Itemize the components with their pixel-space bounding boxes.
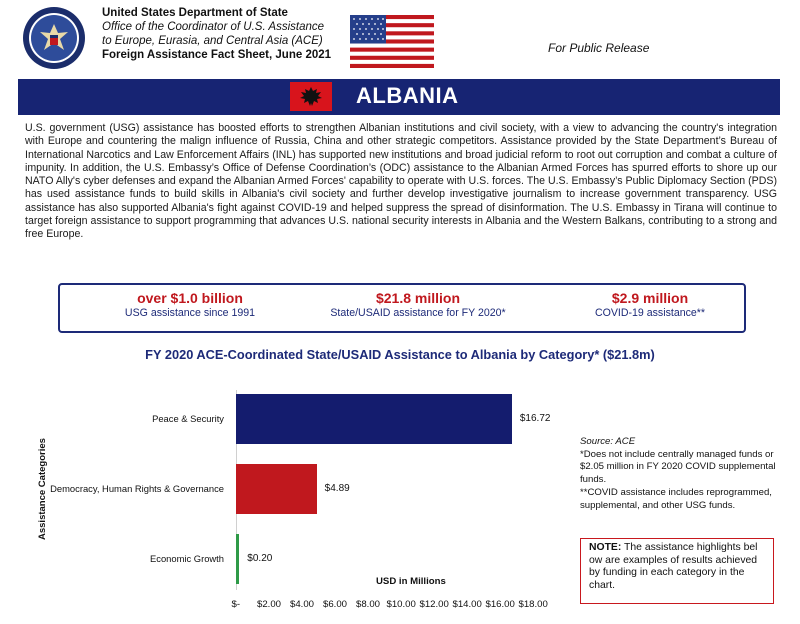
stat-value: over $1.0 billion (137, 290, 243, 306)
x-tick-label: $12.00 (419, 599, 449, 610)
footnote-2: **COVID assistance includes reprogrammed, supplemental, and other USG funds. (580, 486, 772, 511)
x-tick-label: $4.00 (290, 599, 315, 610)
x-tick-label: $6.00 (323, 599, 348, 610)
fact-sheet-title: Foreign Assistance Fact Sheet, June 2021 (102, 49, 332, 61)
bar (236, 464, 317, 514)
note-label: NOTE: (589, 542, 622, 553)
category-label: Economic Growth (150, 553, 224, 564)
office-line-2: to Europe, Eurasia, and Central Asia (ACE) (102, 35, 323, 47)
note-text: The assistance highlights bel ow are examples of results achieved by funding in each category in the chart. (589, 542, 758, 591)
category-label: Peace & Security (152, 413, 224, 424)
bar-value-label: $16.72 (519, 413, 551, 424)
note-box (580, 538, 774, 604)
bar (236, 534, 239, 584)
stat-total (100, 289, 280, 320)
us-flag-icon (350, 15, 434, 68)
chart-title: FY 2020 ACE-Coordinated State/USAID Assistance to Albania by Category* ($21.8m) (145, 347, 655, 362)
y-axis-title: Assistance Categories (37, 438, 48, 540)
albania-flag-icon (290, 82, 332, 111)
stat-value: $2.9 million (611, 290, 689, 306)
x-tick-label: $14.00 (452, 599, 482, 610)
stat-label: COVID-19 assistance** (594, 307, 706, 319)
bar (236, 394, 512, 444)
country-title: ALBANIA (356, 83, 459, 108)
x-tick-label: $2.00 (257, 599, 282, 610)
bar-value-label: $0.20 (247, 553, 273, 564)
department-of-state-seal (22, 6, 86, 70)
key-stats-box (58, 283, 746, 333)
summary-paragraph: U.S. government (USG) assistance has boosted efforts to strengthen Albanian institutions and civil society, with a view to advancing the country's integration with Europe and countering the malign influence of Russia, China and other strategic competitors. Assistance provided by the State Department’s Bureau of International Narcotics and Law Enforcement Affairs (INL) has supported new institutions and broad judicial reform to root out corruption and combat a culture of impunity. In addition, the U.S. Embassy’s Office of Defense Coordination’s (ODC) assistance to the Albanian Armed Forces has spurred efforts to shore up our NATO Ally's cyber defenses and expand the Albanian Armed Forces' capability to operate with U.S. forces. The U.S. Embassy’s Public Diplomacy Section (PDS) has used assistance funds to build skills in Albania's civil society and further develop investigative journalism to increase government transparency. USG assistance has also supported Albania's fight against COVID-19 and helped suppress the spread of disinformation. The U.S. Embassy in Tirana will continue to target foreign assistance to support programming that advances U.S. national security interests in Albania and the Western Balkans, contributing to a strong and free Europe. (25, 122, 777, 241)
department-name: United States Department of State (102, 7, 288, 19)
stat-label: State/USAID assistance for FY 2020* (330, 307, 506, 319)
stat-value: $21.8 million (375, 290, 461, 306)
stat-covid (560, 289, 740, 320)
x-tick-label: $16.00 (485, 599, 515, 610)
bar-value-label: $4.89 (324, 483, 350, 494)
chart-notes (580, 436, 800, 512)
header-text (102, 6, 331, 62)
source-note: Source: ACE (580, 436, 636, 447)
x-tick-label: $8.00 (356, 599, 381, 610)
x-axis-title: USD in Millions (376, 576, 446, 587)
footnote-1: *Does not include centrally managed funds or $2.05 million in FY 2020 COVID supplemental funds. (580, 448, 776, 486)
x-tick-label: $10.00 (386, 599, 416, 610)
stat-fy2020 (308, 289, 528, 320)
category-label: Democracy, Human Rights & Governance (50, 483, 224, 494)
office-line-1: Office of the Coordinator of U.S. Assistance (102, 21, 325, 33)
stat-label: USG assistance since 1991 (124, 307, 256, 319)
x-tick-label: $- (231, 599, 241, 610)
x-tick-label: $18.00 (518, 599, 548, 610)
public-release-label: For Public Release (548, 41, 650, 55)
